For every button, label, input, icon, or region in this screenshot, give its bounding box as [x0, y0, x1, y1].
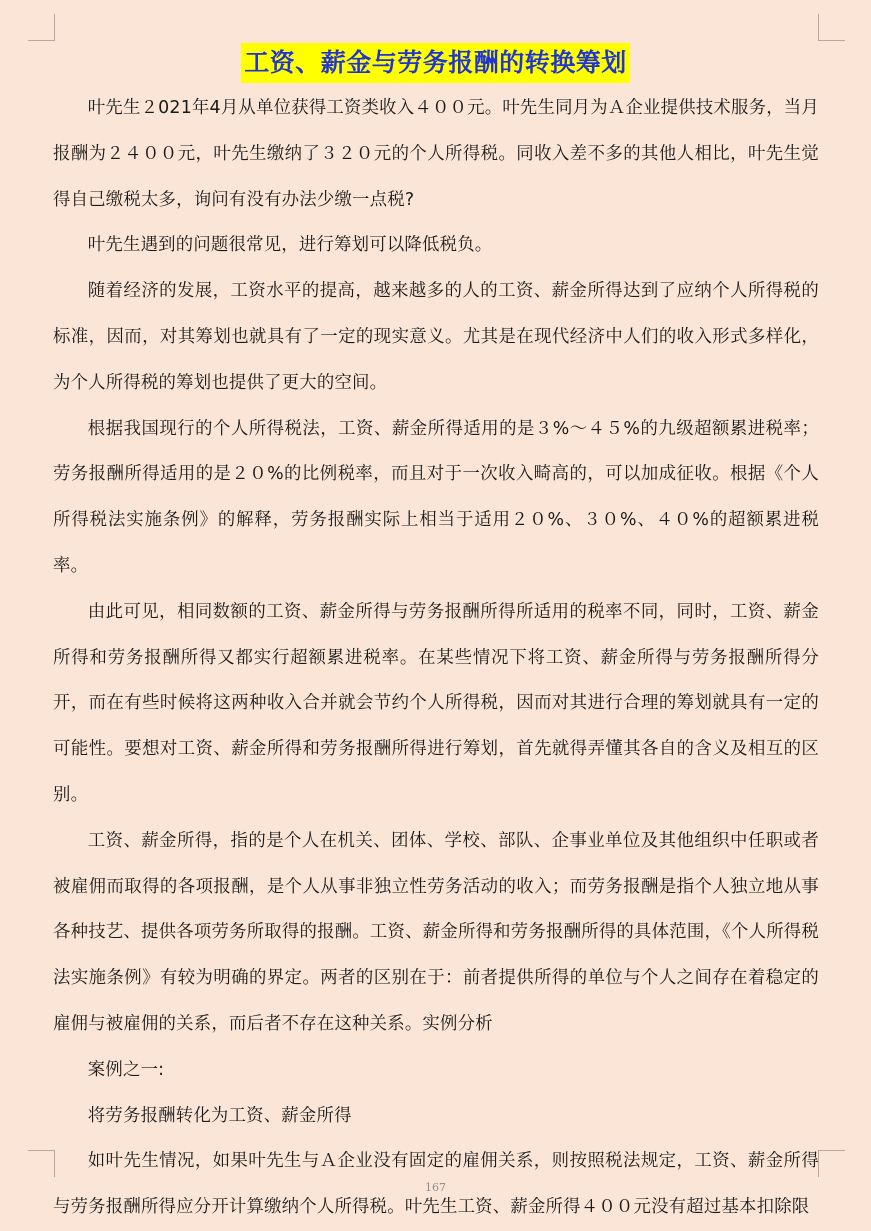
crop-mark-top-left	[28, 14, 55, 41]
paragraph-6: 工资、薪金所得，指的是个人在机关、团体、学校、部队、企事业单位及其他组织中任职或者被雇佣而取得的各项报酬，是个人从事非独立性劳务活动的收入；而劳务报酬是指个人独立地从事各种技艺、提供各项劳务所取得的报酬。工资、薪金所得和劳务报酬所得的具体范围，《个人所得税法实施条例》有较为明确的界定。两者的区别在于：前者提供所得的单位与个人之间存在着稳定的雇佣与被雇佣的关系，而后者不存在这种关系。实例分析	[53, 830, 819, 1034]
paragraph-case-subheading: 将劳务报酬转化为工资、薪金所得	[87, 1105, 352, 1126]
crop-mark-bottom-right	[818, 1150, 845, 1177]
paragraph-2: 叶先生遇到的问题很常见，进行筹划可以降低税负。	[87, 235, 493, 256]
paragraph-5: 由此可见，相同数额的工资、薪金所得与劳务报酬所得所适用的税率不同，同时，工资、薪金所得和劳务报酬所得又都实行超额累进税率。在某些情况下将工资、薪金所得与劳务报酬所得分开，而在有些时候将这两种收入合并就会节约个人所得税，因而对其进行合理的筹划就具有一定的可能性。要想对工资、薪金所得和劳务报酬所得进行筹划，首先就得弄懂其各自的含义及相互的区别。	[53, 601, 819, 805]
document-body	[53, 86, 819, 1231]
title-container	[0, 43, 871, 83]
paragraph-4: 根据我国现行的个人所得税法，工资、薪金所得适用的是３%～４５%的九级超额累进税率；劳务报酬所得适用的是２０%的比例税率，而且对于一次收入畸高的，可以加成征收。根据《个人所得税法实施条例》的解释，劳务报酬实际上相当于适用２０%、３０%、４０%的超额累进税率。	[53, 418, 819, 576]
paragraph-9: 如叶先生情况，如果叶先生与Ａ企业没有固定的雇佣关系，则按照税法规定，工资、薪金所得与劳务报酬所得应分开计算缴纳个人所得税。叶先生工资、薪金所得４００元没有超过基本扣除限	[53, 1151, 819, 1218]
page-title: 工资、薪金与劳务报酬的转换筹划	[241, 43, 630, 83]
paragraph-3: 随着经济的发展，工资水平的提高，越来越多的人的工资、薪金所得达到了应纳个人所得税的标准，因而，对其筹划也就具有了一定的现实意义。尤其是在现代经济中人们的收入形式多样化，为个人所得税的筹划也提供了更大的空间。	[53, 281, 819, 393]
paragraph-case-heading: 案例之一:	[87, 1059, 165, 1080]
page-number: 167	[425, 1181, 446, 1194]
crop-mark-bottom-left	[28, 1150, 55, 1177]
crop-mark-top-right	[818, 14, 845, 41]
paragraph-1: 叶先生２021年4月从单位获得工资类收入４００元。叶先生同月为Ａ企业提供技术服务，当月报酬为２４００元，叶先生缴纳了３２０元的个人所得税。同收入差不多的其他人相比，叶先生觉得自己缴税太多，询问有没有办法少缴一点税?	[53, 98, 819, 210]
